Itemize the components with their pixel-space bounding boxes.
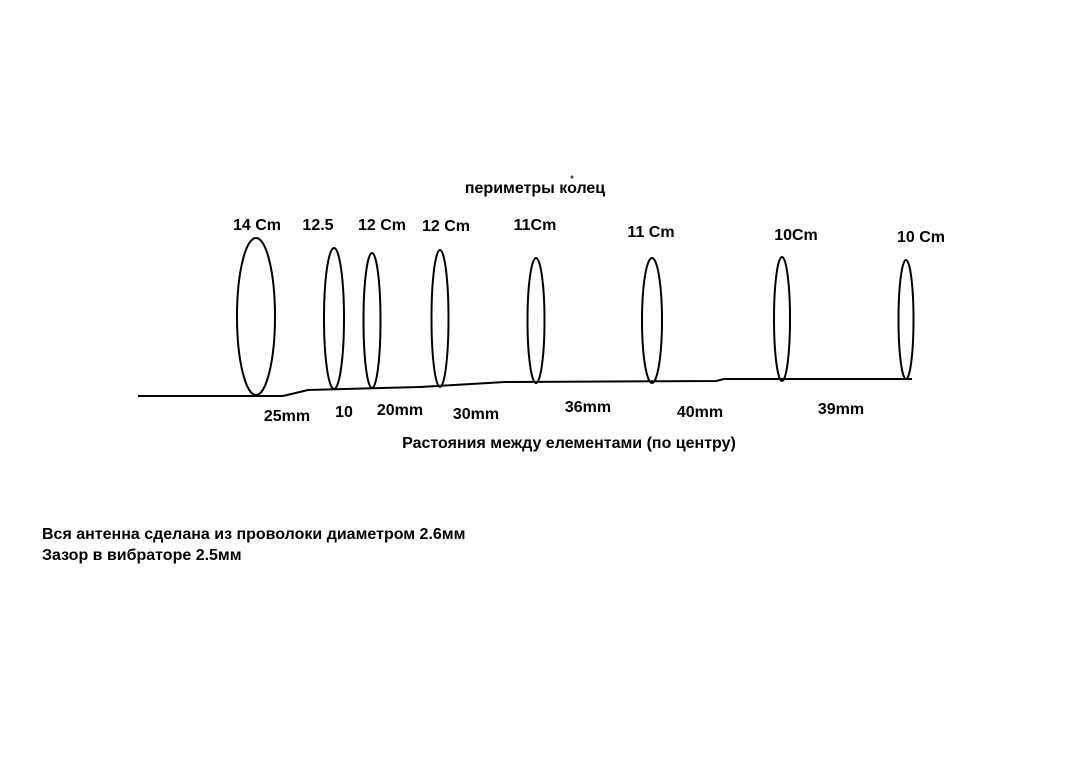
ring-perimeter-label-3: 12 Cm xyxy=(357,217,407,234)
spacing-label-7: 39mm xyxy=(817,401,865,418)
ring-ellipse-3 xyxy=(364,253,381,388)
rings-group xyxy=(233,217,945,395)
spacing-label-6: 40mm xyxy=(676,404,724,421)
boom-line xyxy=(138,379,912,396)
ring-perimeter-label-5: 11Cm xyxy=(513,217,557,234)
spacings-caption: Растояния между елементами (по центру) xyxy=(402,435,736,452)
ring-ellipse-5 xyxy=(528,258,545,383)
ring-ellipse-7 xyxy=(774,257,790,381)
ring-perimeter-label-2: 12.5 xyxy=(302,217,334,234)
ring-perimeters-title: периметры колец xyxy=(464,180,606,197)
ring-ellipse-8 xyxy=(899,260,914,379)
note-vibrator-gap: Зазор в вибраторе 2.5мм xyxy=(42,547,242,564)
ring-ellipse-1 xyxy=(237,238,275,395)
spacing-label-4: 30mm xyxy=(452,406,500,423)
note-wire-diameter: Вся антенна сделана из проволоки диаметром 2.6мм xyxy=(42,526,466,543)
ring-ellipse-4 xyxy=(432,250,449,387)
spacing-label-3: 20mm xyxy=(376,402,424,419)
spacing-label-1: 25mm xyxy=(263,408,311,425)
ring-perimeter-label-7: 10Cm xyxy=(774,227,818,244)
ring-perimeter-label-4: 12 Cm xyxy=(421,218,471,235)
ring-ellipse-2 xyxy=(324,248,344,389)
ring-perimeter-label-6: 11 Cm xyxy=(627,224,675,241)
ink-speck xyxy=(571,176,574,179)
spacing-label-2: 10 xyxy=(335,404,353,421)
construction-notes xyxy=(42,524,465,566)
ring-ellipse-6 xyxy=(642,258,662,383)
ring-perimeter-label-1: 14 Cm xyxy=(232,217,282,234)
spacing-label-5: 36mm xyxy=(564,399,612,416)
ring-perimeter-label-8: 10 Cm xyxy=(896,229,946,246)
spacing-labels-group xyxy=(264,399,864,425)
